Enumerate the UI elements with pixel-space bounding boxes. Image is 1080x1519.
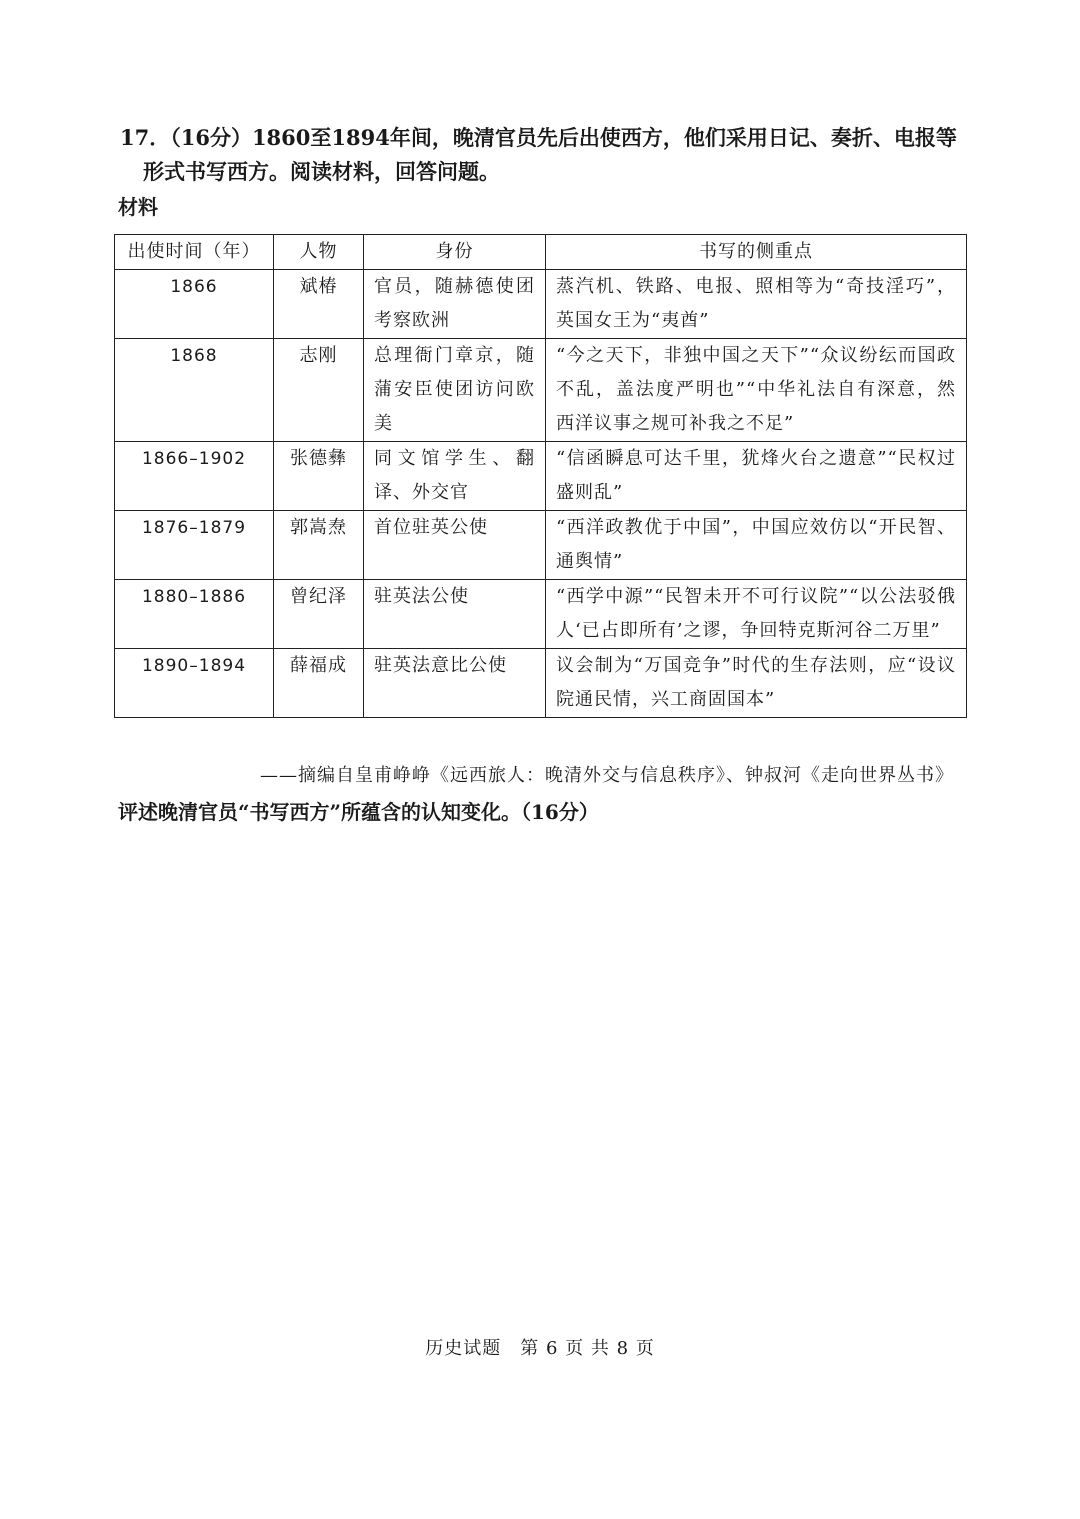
cell-focus: “今之天下，非独中国之天下”“众议纷纭而国政不乱，盖法度严明也”“中华礼法自有深意，然西洋议事之规可补我之不足” xyxy=(546,339,967,442)
cell-focus: “西学中源”“民智未开不可行议院”“以公法驳俄人‘已占即所有’之谬，争回特克斯河谷二万里” xyxy=(546,580,967,649)
table-row xyxy=(115,511,967,580)
cell-focus: 蒸汽机、铁路、电报、照相等为“奇技淫巧”，英国女王为“夷酋” xyxy=(546,270,967,339)
cell-person: 志刚 xyxy=(274,339,364,442)
header-year: 出使时间（年） xyxy=(115,235,274,270)
cell-identity: 官员，随赫德使团考察欧洲 xyxy=(364,270,546,339)
question-line-2: 形式书写西方。阅读材料，回答问题。 xyxy=(143,159,500,184)
table-row xyxy=(115,270,967,339)
page-footer: 历史试题 第 6 页 共 8 页 xyxy=(425,1338,655,1359)
material-table xyxy=(114,234,967,718)
cell-person: 曾纪泽 xyxy=(274,580,364,649)
cell-year: 1880–1886 xyxy=(115,580,274,649)
cell-year: 1890–1894 xyxy=(115,649,274,718)
cell-person: 郭嵩焘 xyxy=(274,511,364,580)
question-task: 评述晚清官员“书写西方”所蕴含的认知变化。（16分） xyxy=(118,800,599,824)
table-row xyxy=(115,339,967,442)
table-row xyxy=(115,580,967,649)
cell-person: 斌椿 xyxy=(274,270,364,339)
cell-person: 薛福成 xyxy=(274,649,364,718)
cell-year: 1866 xyxy=(115,270,274,339)
cell-person: 张德彝 xyxy=(274,442,364,511)
cell-year: 1876–1879 xyxy=(115,511,274,580)
table-header-row xyxy=(115,235,967,270)
header-focus: 书写的侧重点 xyxy=(546,235,967,270)
cell-focus: “信函瞬息可达千里，犹烽火台之遗意”“民权过盛则乱” xyxy=(546,442,967,511)
material-label: 材料 xyxy=(118,195,158,219)
cell-year: 1866–1902 xyxy=(115,442,274,511)
cell-focus: “西洋政教优于中国”，中国应效仿以“开民智、通舆情” xyxy=(546,511,967,580)
cell-year: 1868 xyxy=(115,339,274,442)
table-row xyxy=(115,649,967,718)
table-row xyxy=(115,442,967,511)
cell-identity: 同文馆学生、翻译、外交官 xyxy=(364,442,546,511)
cell-identity: 驻英法意比公使 xyxy=(364,649,546,718)
cell-identity: 总理衙门章京，随蒲安臣使团访问欧美 xyxy=(364,339,546,442)
cell-identity: 驻英法公使 xyxy=(364,580,546,649)
cell-identity: 首位驻英公使 xyxy=(364,511,546,580)
header-identity: 身份 xyxy=(364,235,546,270)
question-line-1: 17．（16分）1860至1894年间，晚清官员先后出使西方，他们采用日记、奏折、电报等 xyxy=(120,125,957,150)
header-person: 人物 xyxy=(274,235,364,270)
source-citation: ——摘编自皇甫峥峥《远西旅人：晚清外交与信息秩序》、钟叔河《走向世界丛书》 xyxy=(260,765,954,786)
cell-focus: 议会制为“万国竞争”时代的生存法则，应“设议院通民情，兴工商固国本” xyxy=(546,649,967,718)
